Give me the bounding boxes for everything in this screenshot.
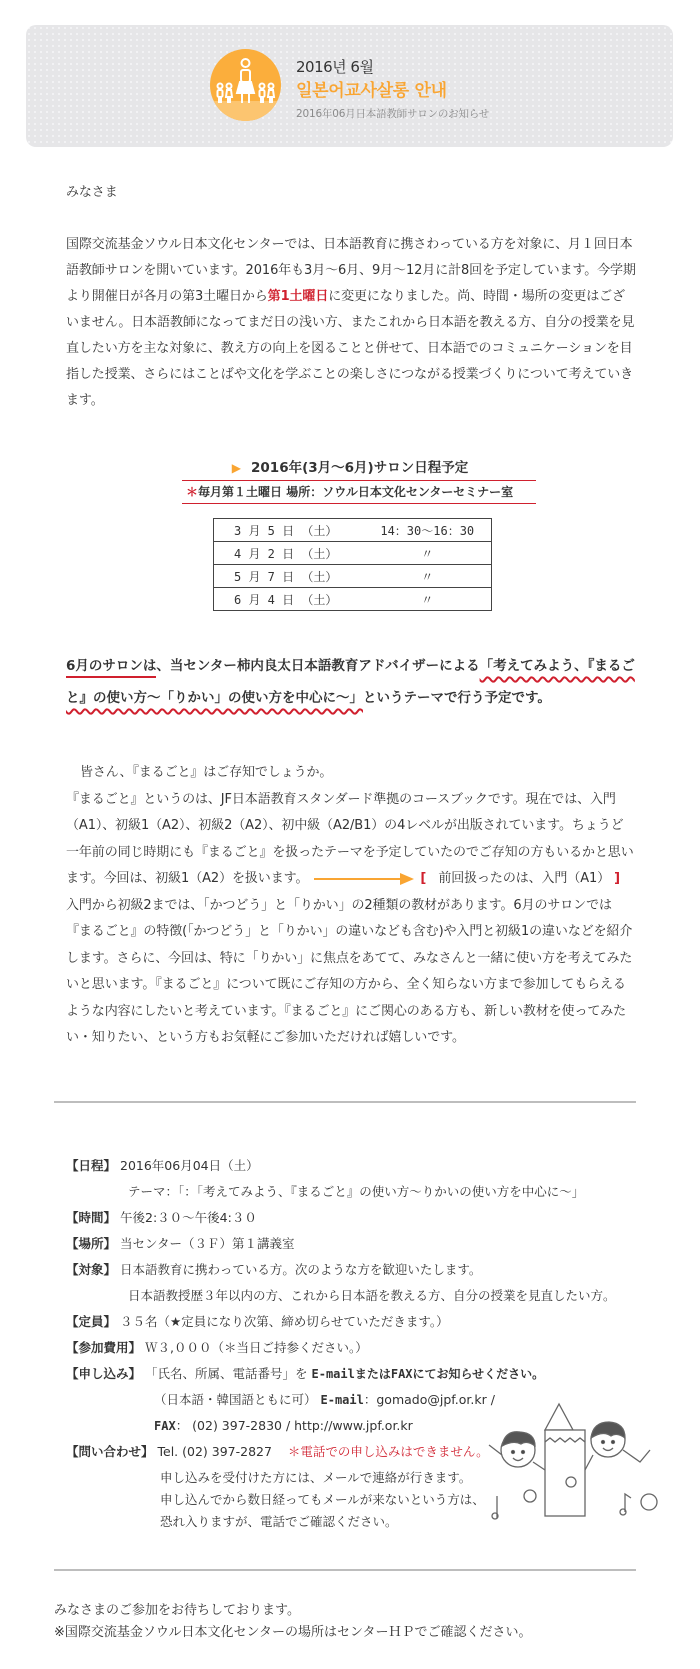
kids-pencil-illustration <box>485 1400 665 1520</box>
apply-method: E-mailまたはFAXにてお知らせください。 <box>311 1367 545 1381</box>
fax-value[interactable]: ： (02) 397-2830 / http://www.jpf.or.kr <box>175 1418 413 1433</box>
note-open-bracket: [ <box>420 871 427 886</box>
teacher-students-glyph <box>210 49 281 121</box>
time-label: 【時間】 <box>66 1210 117 1225</box>
table-row <box>214 588 492 611</box>
divider <box>54 1101 636 1103</box>
schedule-heading-text: 2016年(3月～6月)サロン日程予定 <box>251 460 469 476</box>
intro-text-1: 国際交流基金ソウル日本文化センターでは、日本語教育に携さわっている方を対象に、月１回日本語教師サロンを開いています。2016年も3月～6月、9月～12月に計8回を予定しています。今学期より開催日が各月の第3土曜日から <box>66 237 636 304</box>
marugoto-section <box>66 760 636 1052</box>
detail-fax <box>66 1416 413 1434</box>
detail-theme: テーマ：「：「考えてみよう、『まるごと』の使い方～りかいの使い方を中心に～」 <box>128 1184 585 1199</box>
target-value: 日本語教育に携わっている方。次のような方を歓迎いたします。 <box>120 1262 482 1277</box>
detail-target <box>66 1260 481 1278</box>
fee-label: 【参加費用】 <box>66 1340 142 1355</box>
apply-language: （日本語・韓国語ともに可） <box>154 1392 317 1407</box>
email-value[interactable]: ：gomado@jpf.or.kr / <box>363 1392 495 1407</box>
contact-label: 【問い合わせ】 <box>66 1444 154 1459</box>
contact-note-1: 申し込みを受付けた方には、メールで連絡が行きます。 <box>160 1470 472 1485</box>
contact-warning: ＊電話での申し込みはできません。 <box>287 1444 489 1459</box>
intro-highlight: 第1土曜日 <box>267 289 329 304</box>
schedule-time: 〃 <box>364 588 492 611</box>
theme-tail: というテーマで行う予定です。 <box>363 690 551 706</box>
marugoto-paragraph-1 <box>66 787 636 893</box>
capacity-label: 【定員】 <box>66 1314 117 1329</box>
table-row <box>214 519 492 542</box>
schedule-time: 14：30～16：30 <box>364 519 492 542</box>
intro-text-2: に変更になりました。尚、時間・場所の変更はございません。日本語教師になってまだ日の浅い方、またこれから日本語を教える方、自分の授業を見直したい方を主な対象に、教え方の向上を図ることと併せて、日本語でのコミュニケーションを目指した授業、さらにはことばや文化を学ぶことの楽しさにつながる授業づくりについて考えていきます。 <box>66 289 635 408</box>
asterisk-icon: ＊ <box>186 485 199 499</box>
detail-time <box>66 1208 257 1226</box>
previous-topic-note: 前回扱ったのは、入門（A1） <box>438 871 611 886</box>
schedule-table <box>213 518 492 611</box>
detail-target-detail: 日本語教授歴３年以内の方、これから日本語を教える方、自分の授業を見直したい方。 <box>128 1288 616 1303</box>
triangle-bullet-icon: ▶ <box>231 461 242 475</box>
contact-note-2: 申し込んでから数日経ってもメールが来ないという方は、 <box>160 1492 485 1507</box>
fee-value: Ｗ３,０００（＊当日ご持参ください。） <box>145 1340 368 1355</box>
greeting: みなさま <box>66 185 118 200</box>
closing-message <box>54 1600 531 1644</box>
arrow-right-icon <box>314 873 414 885</box>
detail-date <box>66 1156 259 1174</box>
apply-label: 【申し込み】 <box>66 1366 142 1381</box>
place-label: 【場所】 <box>66 1236 117 1251</box>
schedule-date: 6 月 4 日 （土） <box>214 588 364 611</box>
detail-apply <box>66 1364 544 1382</box>
note-close-bracket: ] <box>614 871 620 886</box>
teacher-students-icon <box>210 49 281 121</box>
schedule-subheading-text: 毎月第１土曜日 場所：ソウル日本文化センターセミナー室 <box>198 485 514 499</box>
theme-middle: 、当センター柿内良太日本語教育アドバイザーによる <box>156 658 480 674</box>
banner-title: 일본어교사살롱 안내 <box>296 81 447 101</box>
schedule-heading <box>0 456 700 476</box>
closing-line-1: みなさまのご参加をお待ちしております。 <box>54 1603 300 1618</box>
detail-email <box>66 1390 495 1408</box>
schedule-time: 〃 <box>364 542 492 565</box>
schedule-date: 3 月 5 日 （土） <box>214 519 364 542</box>
schedule-subheading <box>182 480 536 504</box>
table-row <box>214 542 492 565</box>
closing-line-2: ※国際交流基金ソウル日本文化センターの場所はセンターＨＰでご確認ください。 <box>54 1625 532 1640</box>
detail-capacity <box>66 1312 449 1330</box>
fax-label: FAX <box>154 1419 176 1433</box>
intro-paragraph <box>66 232 636 414</box>
contact-tel: Tel. (02) 397-2827 <box>157 1444 272 1459</box>
theme-title: 「考えてみよう、『まるごと』の使い方～「りかい」の使い方を中心に～」 <box>66 658 635 706</box>
marugoto-para1-text: 『まるごと』というのは、JF日本語教育スタンダード準拠のコースブックです。現在では、入門（A1）、初級1（A2）、初級2（A2）、初中級（A2/B1）の4レベルが出版されています。ちょうど一年前の同じ時期にも『まるごと』を扱ったテーマを予定していたのでご存知の方もいるかと思います。今回は、初級1（A2）を扱います。 <box>66 791 634 886</box>
email-label: E-mail <box>320 1393 364 1407</box>
detail-place <box>66 1234 295 1252</box>
schedule-time: 〃 <box>364 565 492 588</box>
target-label: 【対象】 <box>66 1262 117 1277</box>
detail-fee <box>66 1338 368 1356</box>
table-row <box>214 565 492 588</box>
date-value: 2016年06月04日（土） <box>120 1158 259 1173</box>
banner-year: 2016년 6월 <box>296 58 374 76</box>
banner-subtitle: 2016年06月日本語教師サロンのお知らせ <box>296 108 490 120</box>
schedule-date: 5 月 7 日 （土） <box>214 565 364 588</box>
marugoto-intro-line: 皆さん、『まるごと』はご存知でしょうか。 <box>80 765 333 780</box>
place-value: 当センター（３Ｆ）第１講義室 <box>120 1236 295 1251</box>
date-label: 【日程】 <box>66 1158 117 1173</box>
capacity-value: ３５名（★定員になり次第、締め切らせていただきます。） <box>120 1314 449 1329</box>
theme-announcement <box>66 650 636 714</box>
schedule-date: 4 月 2 日 （土） <box>214 542 364 565</box>
detail-contact <box>66 1442 489 1460</box>
divider <box>54 1569 636 1571</box>
apply-value: 「氏名、所属、電話番号」を <box>145 1366 308 1381</box>
time-value: 午後2:３０～午後4:３０ <box>120 1210 257 1225</box>
theme-lead: 6月のサロンは <box>66 658 156 678</box>
contact-note-3: 恐れ入りますが、電話でご確認ください。 <box>160 1514 398 1529</box>
marugoto-paragraph-2: 入門から初級2までは、「かつどう」と「りかい」の2種類の教材があります。6月のサロンでは『まるごと』の特徴(「かつどう」と「りかい」の違いなども含む)や入門と初級1の違いなどを紹介します。さらに、今回は、特に「りかい」に焦点をあてて、みなさんと一緒に使い方を考えてみたいと思います。『まるごと』について既にご存知の方から、全く知らない方まで参加してもらえるような内容にしたいと考えています。『まるごと』にご関心のある方も、新しい教材を使ってみたい・知りたい、という方もお気軽にご参加いただければ嬉しいです。 <box>66 897 633 1045</box>
